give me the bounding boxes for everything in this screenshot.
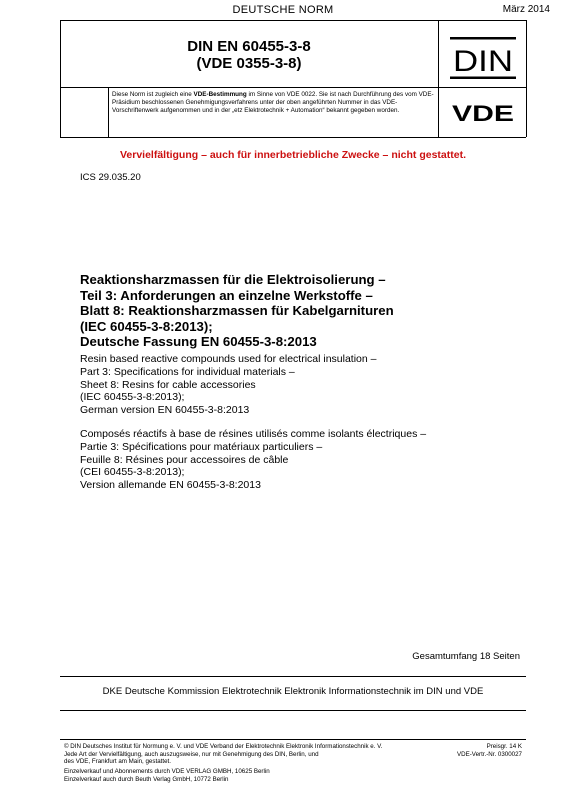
title-line: Composés réactifs à base de résines utilisés comme isolants électriques – <box>80 428 427 440</box>
footer-top-rule <box>60 739 526 740</box>
notice-intro: Diese Norm ist zugleich eine <box>112 91 194 98</box>
title-line: (IEC 60455-3-8:2013); <box>80 318 213 334</box>
copyright-line: © DIN Deutsches Institut für Normung e. V. und VDE Verband der Elektrotechnik Elektronik Informationstechnik e. V. <box>64 743 383 750</box>
vde-notice <box>112 91 438 116</box>
title-line: Feuille 8: Résines pour accessoires de câble <box>80 453 289 466</box>
title-line: Version allemande EN 60455-3-8:2013 <box>80 479 261 492</box>
title-line: Part 3: Specifications for individual materials – <box>80 365 295 378</box>
title-line: (CEI 60455-3-8:2013); <box>80 466 185 479</box>
header-top-rule <box>60 20 526 21</box>
document-number-block <box>60 38 438 72</box>
dke-bottom-rule <box>60 710 526 711</box>
copyright-notice <box>64 743 424 766</box>
total-pages: Gesamtumfang 18 Seiten <box>412 651 520 662</box>
notice-left-rule <box>108 87 109 137</box>
dke-top-rule <box>60 676 526 677</box>
title-line: Partie 3: Spécifications pour matériaux particuliers – <box>80 440 323 453</box>
dke-line: DKE Deutsche Kommission Elektrotechnik Elektronik Informationstechnik im DIN und VDE <box>102 686 484 697</box>
sales-line: Einzelverkauf auch durch Beuth Verlag GmbH, 10772 Berlin <box>64 775 229 783</box>
title-english <box>80 353 520 417</box>
reproduction-warning: Vervielfältigung – auch für innerbetriebliche Zwecke – nicht gestattet. <box>119 149 466 161</box>
header-middle-rule <box>60 87 526 88</box>
standard-type-label: DEUTSCHE NORM <box>232 4 334 16</box>
din-logo <box>448 36 518 80</box>
title-line: Teil 3: Anforderungen an einzelne Werkstoffe – <box>80 287 373 303</box>
svg-text:DIN: DIN <box>453 45 513 78</box>
issue-date: März 2014 <box>502 4 550 15</box>
sales-info <box>64 768 270 783</box>
title-line: German version EN 60455-3-8:2013 <box>80 404 250 417</box>
vde-number: (VDE 0355-3-8) <box>196 55 302 72</box>
title-german <box>80 272 520 350</box>
title-line: Reaktionsharzmassen für die Elektroisolierung – <box>80 272 386 287</box>
title-line: Sheet 8: Resins for cable accessories <box>80 378 256 391</box>
sales-line: Einzelverkauf und Abonnements durch VDE VERLAG GMBH, 10625 Berlin <box>64 768 270 775</box>
title-line: Deutsche Fassung EN 60455-3-8:2013 <box>80 334 317 349</box>
title-line: Blatt 8: Reaktionsharzmassen für Kabelgarnituren <box>80 303 394 318</box>
header-bottom-rule <box>60 137 526 138</box>
svg-text:VDE: VDE <box>452 101 514 126</box>
vde-logo <box>448 100 518 126</box>
price-group: Preisgr. 14 K <box>486 743 522 750</box>
header-right-rule <box>526 20 527 137</box>
vde-order-number: VDE-Vertr.-Nr. 0300027 <box>457 750 522 758</box>
ics-code: ICS 29.035.20 <box>80 172 141 183</box>
logo-column-rule <box>438 20 439 137</box>
copyright-line: des VDE, Frankfurt am Main, gestattet. <box>64 758 171 765</box>
copyright-line: Jede Art der Vervielfältigung, auch auszugsweise, nur mit Genehmigung des DIN, Berlin, und <box>64 750 319 758</box>
notice-body: im Sinne von VDE 0022. Sie ist nach Durchführung des vom VDE-Präsidium beschlossenen Genehmigungsverfahrens unter der oben angeführten Nummer in das VDE-Vorschriftenwerk aufgenommen und in der „etz Elektrotechnik + Automation“ bekannt gegeben worden. <box>112 91 434 115</box>
title-line: (IEC 60455-3-8:2013); <box>80 391 185 404</box>
title-french <box>80 428 520 492</box>
title-line: Resin based reactive compounds used for electrical insulation – <box>80 353 377 365</box>
price-block <box>457 743 522 758</box>
notice-bold: VDE-Bestimmung <box>193 91 247 98</box>
document-number: DIN EN 60455-3-8 <box>187 38 311 55</box>
